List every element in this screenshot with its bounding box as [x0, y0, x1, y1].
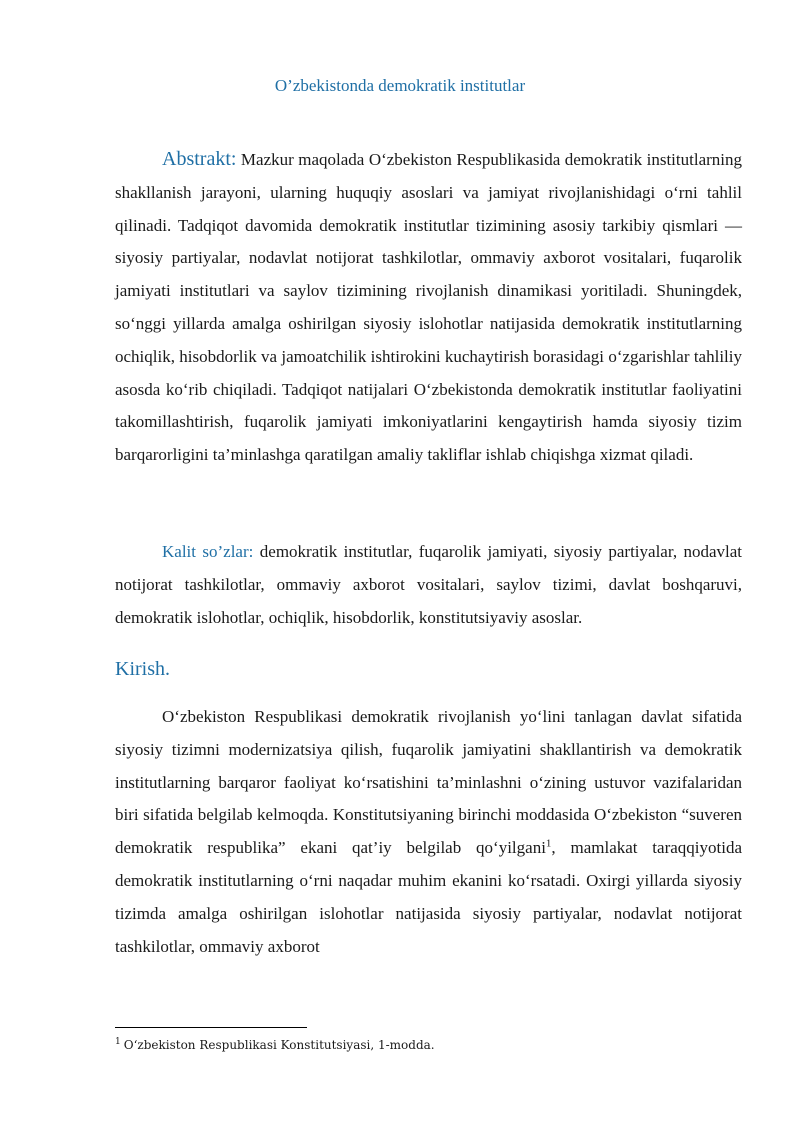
intro-heading: Kirish.: [115, 658, 170, 680]
page-title: O’zbekistonda demokratik institutlar: [274, 76, 526, 95]
keywords-text: demokratik institutlar, fuqarolik jamiyati, siyosiy partiyalar, nodavlat notijorat tashkilotlar, ommaviy axborot vositalari, saylov tizimi, davlat boshqaruvi, demokratik islohotlar, ochiqlik, hisobdorlik, konstitutsiyaviy asoslar.: [115, 542, 743, 627]
keywords-label: Kalit so’zlar:: [162, 542, 254, 561]
abstract-paragraph: [115, 143, 742, 472]
intro-text-before: O‘zbekiston Respublikasi demokratik rivojlanish yo‘lini tanlagan davlat sifatida siyosiy tizimni modernizatsiya qilish, fuqarolik jamiyatini shakllantirish va demokratik institutlarning barqaror faoliyat ko‘rsatishini ta’minlashni o‘zining ustuvor vazifalaridan biri sifatida belgilab kelmoqda. Konstitutsiyaning birinchi moddasida O‘zbekiston “suveren demokratik respublika” ekani qat’iy belgilab qo‘yilgani: [115, 707, 742, 858]
footnote-reference[interactable]: 1: [545, 837, 552, 850]
footnote-number: 1: [115, 1037, 121, 1047]
intro-text-after: , mamlakat taraqqiyotida demokratik institutlarning o‘rni naqadar muhim ekanini ko‘rsatadi. Oxirgi yillarda siyosiy tizimda amalga oshirilgan islohotlar natijasida siyosiy partiyalar, nodavlat notijorat tashkilotlar, ommaviy axborot: [115, 838, 743, 956]
footnote: [115, 1038, 435, 1052]
keywords-paragraph: [115, 535, 742, 634]
footnote-text: O‘zbekiston Respublikasi Konstitutsiyasi, 1-modda.: [123, 1038, 435, 1052]
footnote-separator: [115, 1027, 307, 1028]
intro-paragraph: [115, 701, 742, 963]
abstract-text: Mazkur maqolada O‘zbekiston Respublikasida demokratik institutlarning shakllanish jarayoni, ularning huquqiy asoslari va jamiyat rivojlanishidagi o‘rni tahlil qilinadi. Tadqiqot davomida demokratik institutlar tizimining asosiy tarkibiy qismlari — siyosiy partiyalar, nodavlat notijorat tashkilotlar, ommaviy axborot vositalari, fuqarolik jamiyati institutlari va saylov tizimining rivojlanish dinamikasi yoritiladi. Shuningdek, so‘nggi yillarda amalga oshirilgan siyosiy islohotlar natijasida demokratik institutlarning ochiqlik, hisobdorlik va jamoatchilik ishtirokini kuchaytirish borasidagi o‘zgarishlar tahliliy asosda ko‘rib chiqiladi. Tadqiqot natijalari O‘zbekistonda demokratik institutlar faoliyatini takomillashtirish, fuqarolik jamiyati imkoniyatlarini kengaytirish hamda siyosiy tizim barqarorligini ta’minlashga qaratilgan amaliy takliflar ishlab chiqishga xizmat qiladi.: [115, 150, 743, 465]
abstract-label: Abstrakt:: [162, 148, 237, 170]
